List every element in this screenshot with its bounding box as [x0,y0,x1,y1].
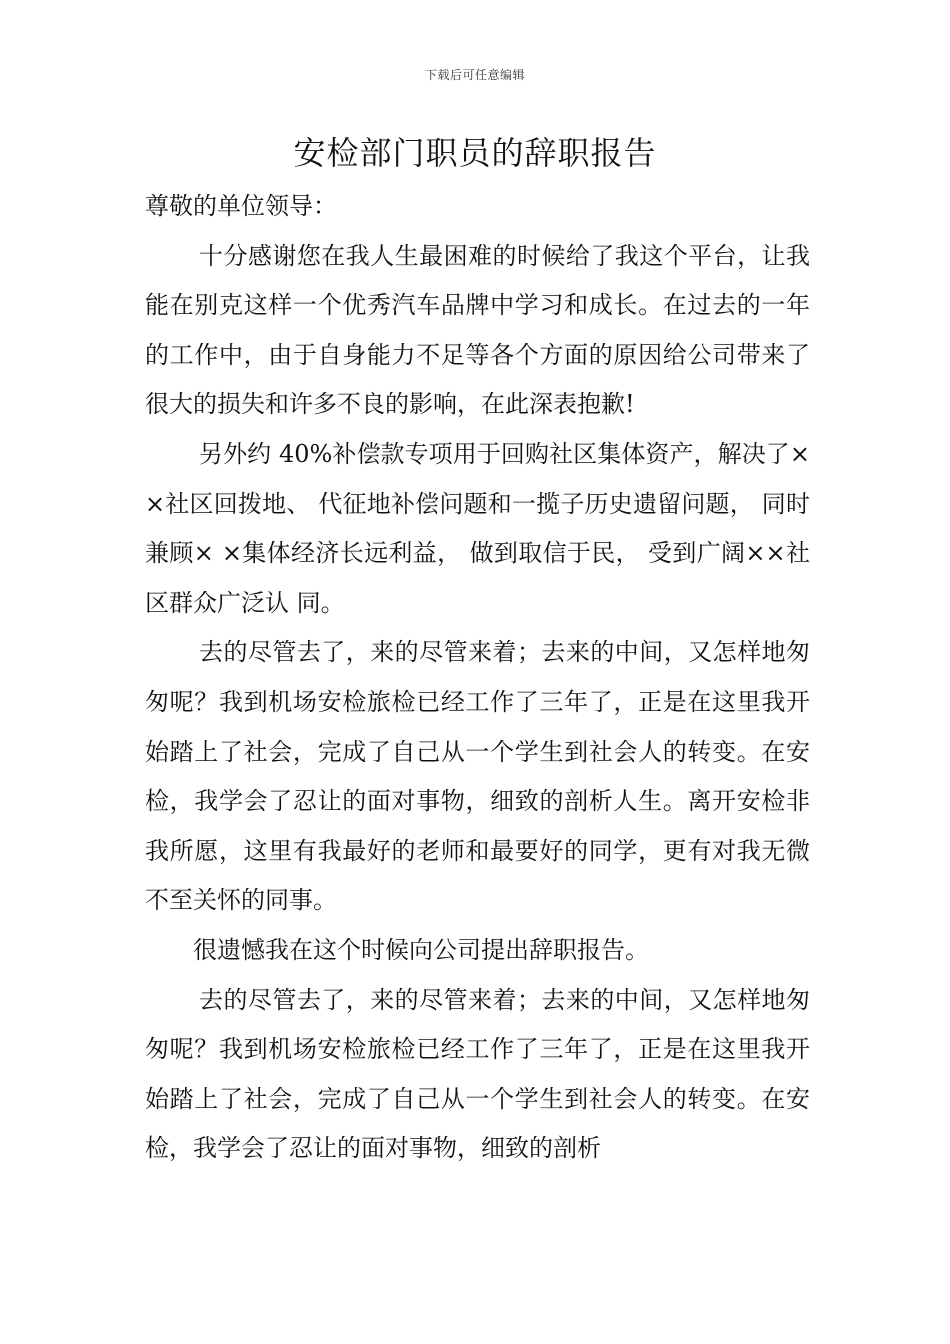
salutation: 尊敬的单位领导： [145,192,337,220]
document-body [145,182,810,1174]
paragraph: 去的尽管去了，来的尽管来着；去来的中间，又怎样地匆匆呢？我到机场安检旅检已经工作了三年了，正是在这里我开始踏上了社会，完成了自己从一个学生到社会人的转变。在安检，我学会了忍让的面对事物，细致的剖析人生。离开安检非我所愿，这里有我最好的老师和最要好的同学，更有对我无微不至关怀的同事。 [145,638,810,915]
paragraph: 另外约 40%补偿款专项用于回购社区集体资产，解决了× ×社区回拨地、 代征地补偿问题和一揽子历史遗留问题， 同时兼顾× ×集体经济长远利益， 做到取信于民， 受到广阔××社区群众广泛认 同。 [145,439,810,617]
paragraph: 很遗憾我在这个时候向公司提出辞职报告。 [193,935,649,964]
paragraph: 十分感谢您在我人生最困难的时候给了我这个平台，让我能在别克这样一个优秀汽车品牌中学习和成长。在过去的一年的工作中，由于自身能力不足等各个方面的原因给公司带来了很大的损失和许多不良的影响，在此深表抱歉! [145,241,810,419]
header-note: 下载后可任意编辑 [424,68,525,82]
paragraph: 去的尽管去了，来的尽管来着；去来的中间，又怎样地匆匆呢？我到机场安检旅检已经工作了三年了，正是在这里我开始踏上了社会，完成了自己从一个学生到社会人的转变。在安检，我学会了忍让的面对事物，细致的剖析 [145,985,810,1163]
document-title: 安检部门职员的辞职报告 [293,134,657,172]
